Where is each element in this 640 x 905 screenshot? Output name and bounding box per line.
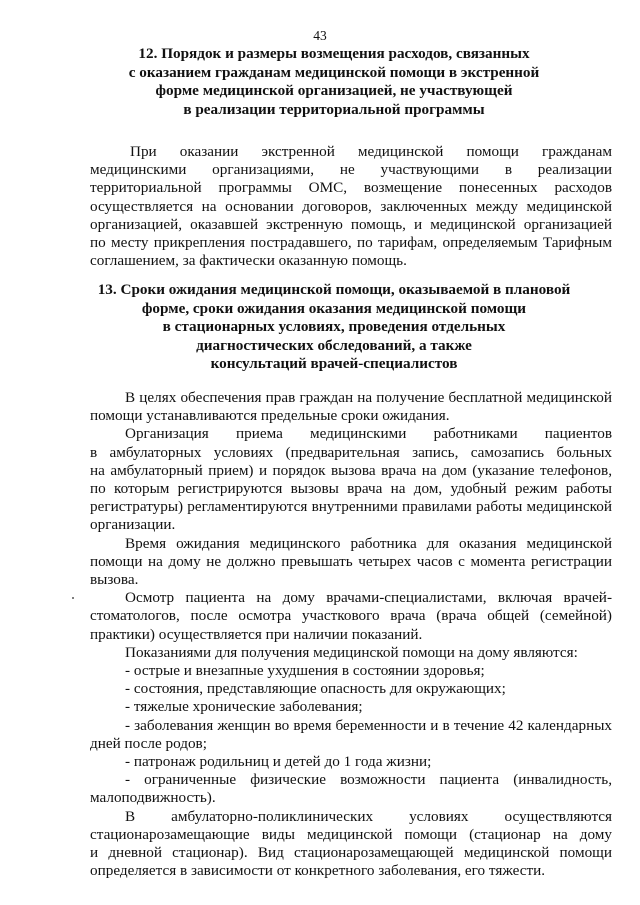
text-line: В амбулаторно-поликлинических условиях осуществляются xyxy=(125,807,612,825)
heading-line: 13. Сроки ожидания медицинской помощи, оказываемой в плановой xyxy=(97,281,571,298)
text-line: стационарозамещающие виды медицинской помощи (стационар на дому xyxy=(90,825,612,843)
heading-line: форме медицинской организацией, не участвующей xyxy=(155,82,513,99)
text-line: - заболевания женщин во время беременности и в течение 42 календарных xyxy=(125,716,612,734)
heading-line: с оказанием гражданам медицинской помощи в экстренной xyxy=(128,63,540,81)
heading-line: в стационарных условиях, проведения отдельных xyxy=(162,318,506,335)
text-line: Организация приема медицинскими работниками пациентов xyxy=(125,425,612,443)
text-line: определяется в зависимости от конкретного заболевания, его тяжести. xyxy=(90,862,546,880)
text-line: - тяжелые хронические заболевания; xyxy=(125,698,363,716)
text-line: на амбулаторный прием) и порядок вызова врача на дом (указание телефонов, xyxy=(90,461,612,479)
text-line: В целях обеспечения прав граждан на получение бесплатной медицинской xyxy=(125,389,612,406)
scan-mark xyxy=(72,597,74,599)
text-line: территориальной программы ОМС, возмещение понесенных расходов xyxy=(90,179,612,197)
section-12-paragraph xyxy=(90,143,612,270)
heading-line: 12. Порядок и размеры возмещения расходов, связанных xyxy=(138,45,530,62)
text-line: дней после родов; xyxy=(90,734,207,752)
text-line: - патронаж родильниц и детей до 1 года жизни; xyxy=(125,753,432,771)
text-line: в амбулаторных условиях (предварительная запись, самозапись больных xyxy=(90,443,612,461)
text-line: практики) осуществляется при наличии показаний. xyxy=(90,625,423,643)
text-line: - состояния, представляющие опасность для окружающих; xyxy=(125,680,506,698)
text-line: вызова. xyxy=(90,571,139,589)
heading-line: диагностических обследований, а также xyxy=(196,336,472,354)
text-line: по месту прикрепления пострадавшего, по тарифам, определяемым Тарифным xyxy=(90,234,612,252)
text-line: Показаниями для получения медицинской помощи на дому являются: xyxy=(125,643,578,661)
text-line: помощи на дому не должно превышать четырех часов с момента регистрации xyxy=(90,552,612,570)
text-line: - ограниченные физические возможности пациента (инвалидность, xyxy=(125,771,612,789)
heading-line: форме, сроки ожидания оказания медицинской помощи xyxy=(141,299,527,317)
heading-line: в реализации территориальной программы xyxy=(183,100,485,118)
text-line: организации. xyxy=(90,516,176,534)
text-line: медицинскими организациями, не участвующими в реализации xyxy=(90,161,612,179)
text-line: и дневной стационар). Вид стационарозамещающей медицинской помощи xyxy=(90,844,612,862)
text-line: соглашением, за фактически оказанную помощь. xyxy=(90,252,407,270)
text-line: осуществляется на основании договоров, заключенных между медицинской xyxy=(90,197,612,215)
text-line: по которым регистрируются вызовы врача на дом, удобный режим работы xyxy=(90,480,612,498)
page-number: 43 xyxy=(313,28,327,43)
text-line: - острые и внезапные ухудшения в состоянии здоровья; xyxy=(125,662,485,680)
text-line: регистратуры) регламентируются внутренними правилами работы медицинской xyxy=(90,498,612,516)
text-line: При оказании экстренной медицинской помощи гражданам xyxy=(130,143,612,160)
text-line: организацией, оказавшей экстренную помощь, и медицинской организацией xyxy=(90,215,612,233)
section-13-body xyxy=(90,389,612,880)
section-12-heading xyxy=(80,45,588,119)
heading-line: консультаций врачей-специалистов xyxy=(210,355,458,372)
text-line: малоподвижность). xyxy=(90,789,216,807)
section-13-heading xyxy=(80,281,588,374)
text-line: стоматологов, после осмотра участкового врача (врача общей (семейной) xyxy=(90,607,612,625)
text-line: Время ожидания медицинского работника для оказания медицинской xyxy=(125,534,612,552)
text-line: помощи устанавливаются предельные сроки ожидания. xyxy=(90,407,450,425)
text-line: Осмотр пациента на дому врачами-специалистами, включая врачей- xyxy=(125,589,612,607)
